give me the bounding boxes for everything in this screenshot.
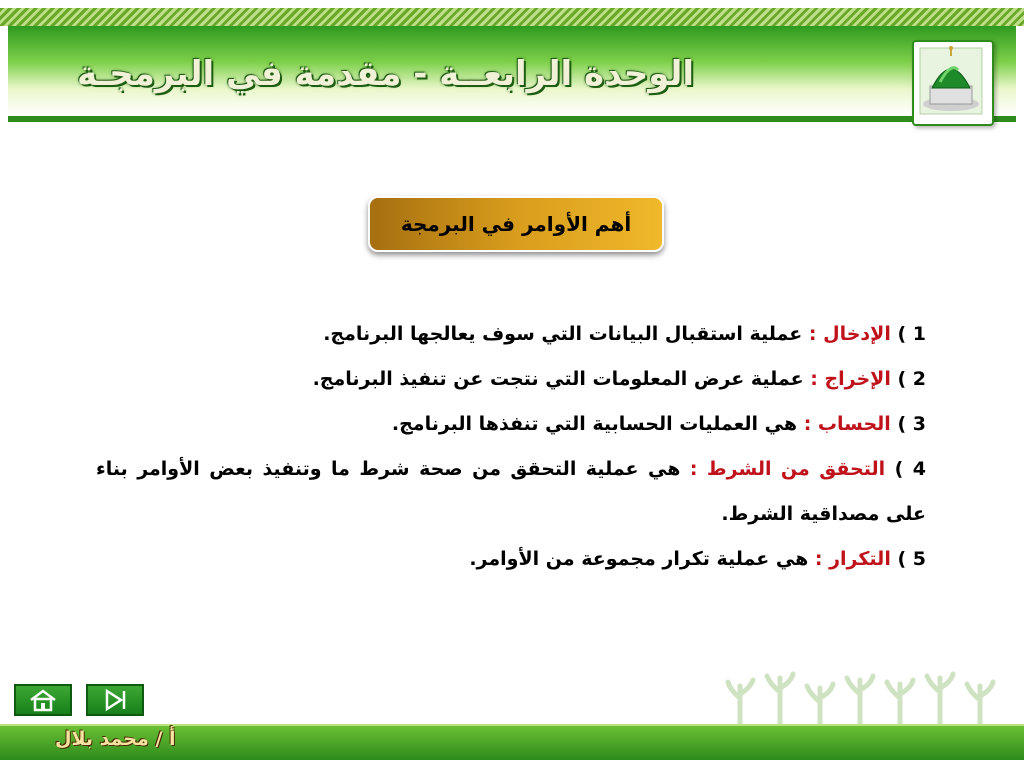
- item-number: 3 ): [897, 413, 926, 435]
- item-number: 5 ): [897, 548, 926, 570]
- list-item: [96, 357, 926, 402]
- section-title-box: [368, 196, 664, 252]
- unit-title: الوحدة الرابعــة - مقدمة في البرمجـة: [76, 54, 694, 94]
- item-term: التحقق من الشرط :: [689, 458, 886, 480]
- list-item: [96, 402, 926, 447]
- item-term: الحساب :: [803, 413, 891, 435]
- item-term: التكرار :: [814, 548, 891, 570]
- home-icon: [28, 688, 58, 712]
- next-slide-button[interactable]: [86, 684, 144, 716]
- item-number: 1 ): [897, 323, 926, 345]
- item-text: هي عملية التحقق من صحة شرط ما وتنفيذ بعض الأوامر بناء على مصداقية الشرط.: [96, 458, 926, 525]
- plants-decoration: [725, 668, 1015, 728]
- item-text: عملية استقبال البيانات التي سوف يعالجها البرنامج.: [323, 323, 803, 345]
- top-decorative-stripe: [0, 8, 1024, 26]
- slide-header: [8, 26, 1016, 122]
- item-number: 4 ): [894, 458, 926, 480]
- next-slide-icon: [100, 688, 130, 712]
- list-item: [96, 447, 926, 537]
- item-text: عملية عرض المعلومات التي نتجت عن تنفيذ البرنامج.: [312, 368, 804, 390]
- list-item: [96, 312, 926, 357]
- item-text: هي عملية تكرار مجموعة من الأوامر.: [469, 548, 809, 570]
- item-number: 2 ): [897, 368, 926, 390]
- home-button[interactable]: [14, 684, 72, 716]
- item-text: هي العمليات الحسابية التي تنفذها البرنامج.: [391, 413, 798, 435]
- item-term: الإخراج :: [810, 368, 891, 390]
- list-item: [96, 537, 926, 582]
- item-term: الإدخال :: [808, 323, 891, 345]
- mosque-dome-icon: [912, 40, 994, 126]
- commands-list: [96, 312, 926, 582]
- section-title: أهم الأوامر في البرمجة: [400, 212, 632, 236]
- author-name: أ / محمد بلال: [55, 728, 176, 750]
